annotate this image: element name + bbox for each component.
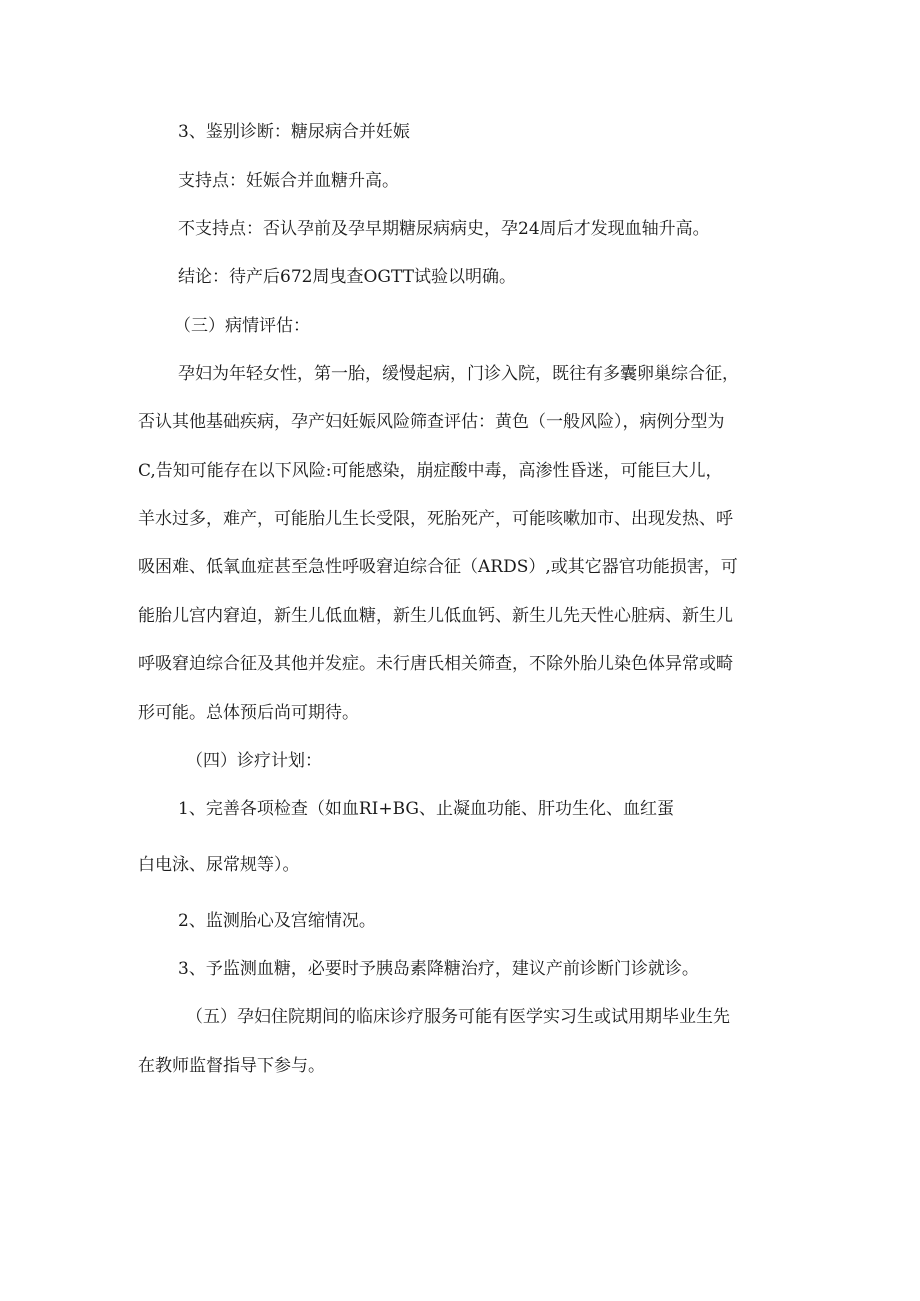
plan-item-3: 3、予监测血糖，必要时予胰岛素降糖治疗，建议产前诊断门诊就诊。 [178, 959, 699, 979]
section-heading-assessment: （三）病情评估： [174, 316, 310, 336]
assessment-paragraph-line-7: 呼吸窘迫综合征及其他并发症。未行唐氏相关筛查，不除外胎儿染色体异常或畸 [138, 654, 733, 674]
support-point: 支持点：妊娠合并血糖升高。 [178, 171, 399, 191]
assessment-paragraph-line-2: 否认其他基础疾病，孕产妇妊娠风险筛查评估：黄色（一般风险），病例分型为 [138, 412, 725, 432]
assessment-paragraph-line-3: C,告知可能存在以下风险:可能感染，崩症酸中毒，高渗性昏迷，可能巨大儿， [138, 461, 723, 481]
diagnosis-heading: 3、鉴别诊断：糖尿病合并妊娠 [178, 122, 410, 142]
assessment-paragraph-line-5: 吸困难、低氧血症甚至急性呼吸窘迫综合征（ARDS）,或其它器官功能损害，可 [138, 557, 738, 577]
assessment-paragraph-line-6: 能胎儿宫内窘迫，新生儿低血糖，新生儿低血钙、新生儿先天性心脏病、新生儿 [138, 606, 733, 626]
assessment-paragraph-line-1: 孕妇为年轻女性，第一胎，缓慢起病，门诊入院，既往有多囊卵巢综合征， [178, 364, 739, 384]
plan-item-1-line-1: 1、完善各项检查（如血RI+BG、止凝血功能、肝功生化、血红蛋 [178, 799, 674, 819]
assessment-paragraph-line-4: 羊水过多，难产，可能胎儿生长受限，死胎死产，可能咳嗽加市、出现发热、呼 [138, 509, 733, 529]
plan-item-1-line-2: 白电泳、尿常规等）。 [138, 855, 300, 875]
plan-item-2: 2、监测胎心及宫缩情况。 [178, 911, 376, 931]
conclusion: 结论：待产后672周曳查OGTT试验以明确。 [178, 267, 516, 287]
section-5-line-1: （五）孕妇住院期间的临床诊疗服务可能有医学实习生或试用期毕业生先 [186, 1007, 730, 1027]
assessment-paragraph-line-8: 形可能。总体预后尚可期待。 [138, 703, 359, 723]
section-5-line-2: 在教师监督指导下参与。 [138, 1056, 325, 1076]
non-support-point: 不支持点：否认孕前及孕早期糖尿病病史，孕24周后才发现血轴升高。 [178, 219, 710, 239]
section-heading-plan: （四）诊疗计划： [186, 751, 322, 771]
